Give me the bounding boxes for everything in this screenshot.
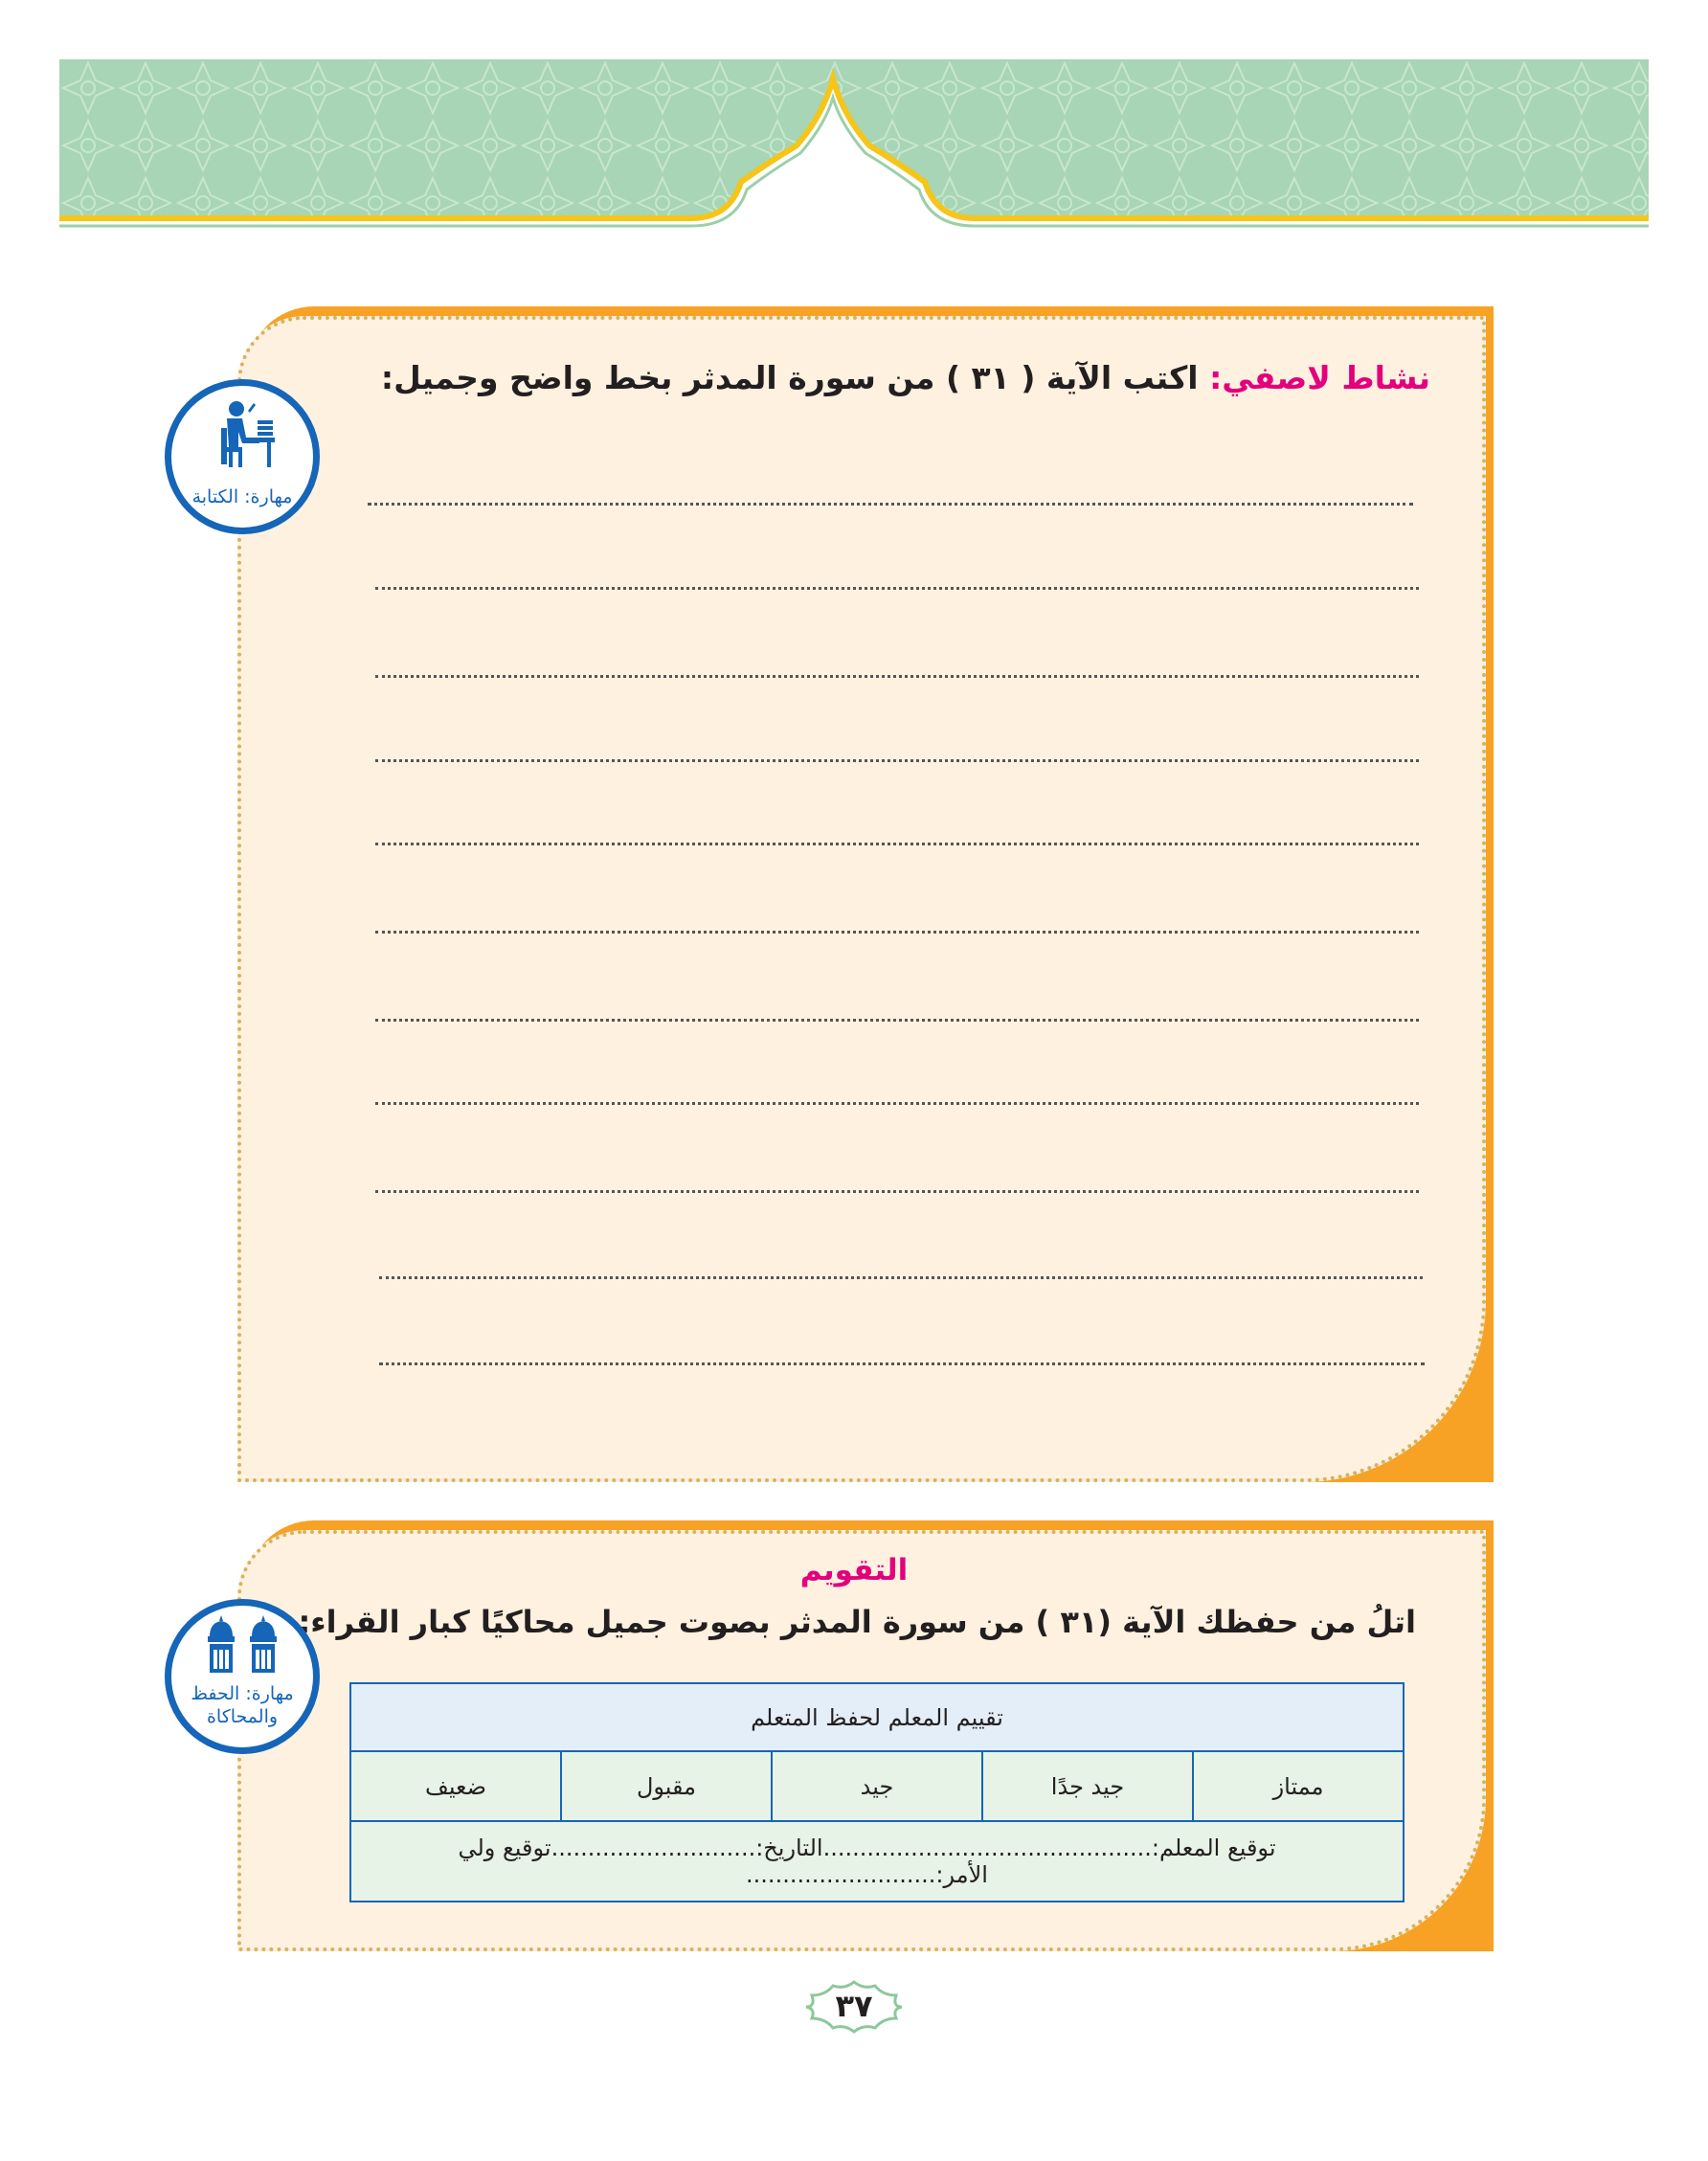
teacher-evaluation-table — [349, 1682, 1405, 1902]
signature-row[interactable]: توقيع المعلم:.............................................التاريخ:............................توقيع ولي الأمر:.......................... — [350, 1821, 1404, 1902]
writing-desk-icon — [214, 399, 277, 472]
grade-good[interactable]: جيد — [772, 1751, 982, 1821]
writing-line[interactable] — [375, 931, 1419, 934]
evaluation-title: التقويم — [799, 1553, 909, 1587]
memorization-skill-badge — [165, 1599, 320, 1754]
writing-line[interactable] — [379, 1362, 1425, 1365]
header-banner — [59, 59, 1649, 232]
writing-skill-label: مهارة: الكتابة — [191, 486, 293, 507]
writing-line[interactable] — [375, 759, 1419, 762]
grade-very-good[interactable]: جيد جدًا — [982, 1751, 1193, 1821]
writing-line[interactable] — [368, 503, 1413, 506]
mosque-icon — [200, 1613, 286, 1677]
activity-label: نشاط لاصفي: — [1209, 359, 1430, 396]
grade-excellent[interactable]: ممتاز — [1193, 1751, 1404, 1821]
writing-line[interactable] — [375, 1190, 1419, 1193]
memorization-skill-label-1: مهارة: الحفظ — [191, 1683, 294, 1704]
grade-weak[interactable]: ضعيف — [350, 1751, 561, 1821]
grade-acceptable[interactable]: مقبول — [561, 1751, 772, 1821]
writing-skill-badge — [165, 379, 320, 534]
writing-line[interactable] — [375, 587, 1419, 590]
table-header: تقييم المعلم لحفظ المتعلم — [350, 1683, 1404, 1751]
writing-line[interactable] — [375, 1019, 1419, 1022]
writing-line[interactable] — [375, 675, 1419, 678]
page-number-badge — [804, 1980, 904, 2034]
activity-instruction: اكتب الآية ( ٣١ ) من سورة المدثر بخط واضح وجميل: — [380, 359, 1199, 396]
writing-line[interactable] — [375, 843, 1419, 845]
page-number: ٣٧ — [835, 1988, 873, 2024]
writing-line[interactable] — [375, 1102, 1419, 1105]
activity-panel — [237, 316, 1486, 1482]
activity-heading — [381, 359, 1430, 396]
evaluation-instruction: اتلُ من حفظك الآية (٣١ ) من سورة المدثر بصوت جميل محاكيًا كبار القراء: — [298, 1604, 1416, 1640]
writing-line[interactable] — [379, 1276, 1423, 1279]
memorization-skill-label-2: والمحاكاة — [206, 1706, 279, 1727]
